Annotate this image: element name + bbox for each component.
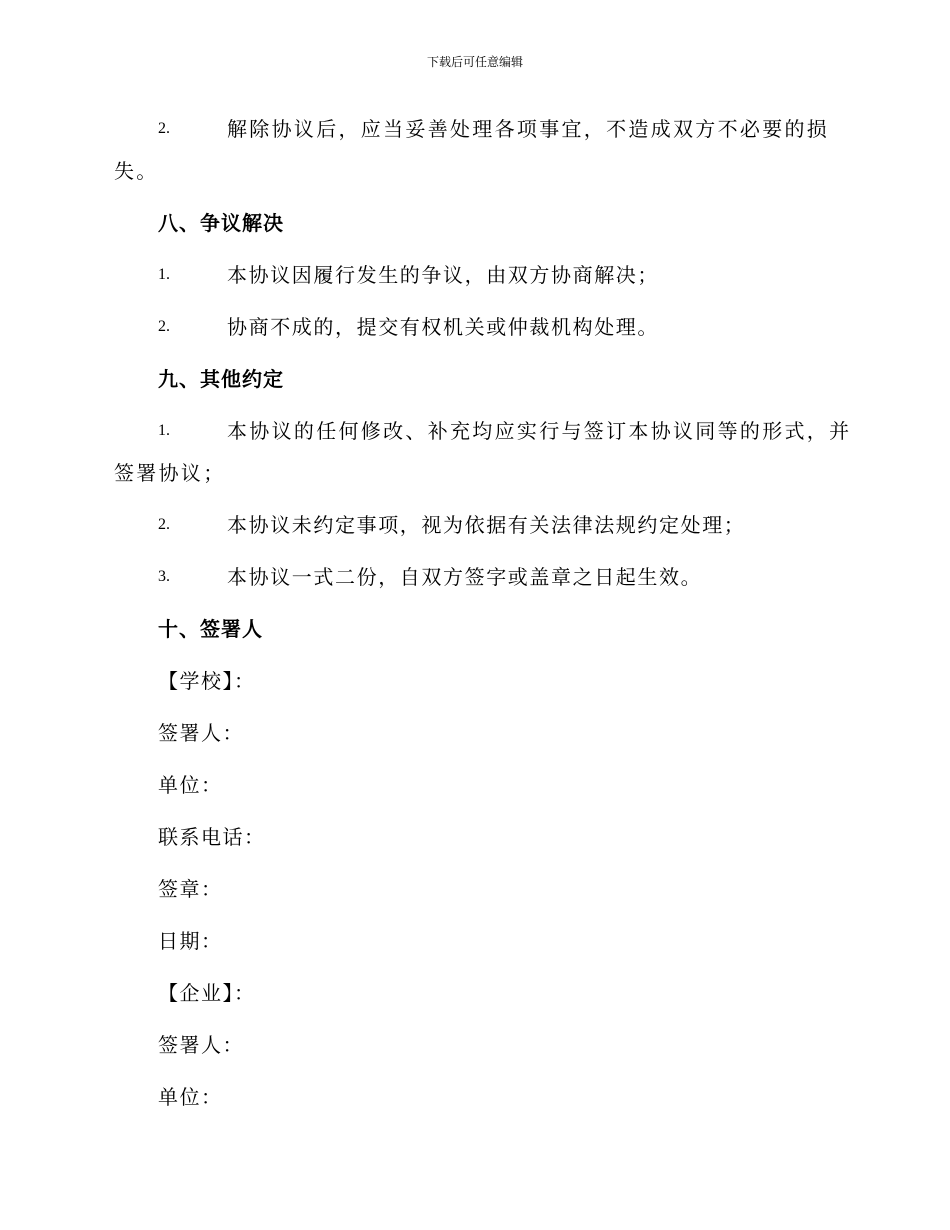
item-continuation: 失。 bbox=[114, 159, 159, 183]
party-title-school: 【学校】： bbox=[158, 669, 256, 693]
item-text: 本协议因履行发生的争议，由双方协商解决； bbox=[227, 263, 659, 287]
section-heading: 十、签署人 bbox=[158, 617, 263, 641]
item-number: 3. bbox=[158, 568, 170, 585]
date-label: 日期： bbox=[158, 929, 223, 953]
phone-label: 联系电话： bbox=[158, 825, 266, 849]
list-item bbox=[114, 254, 836, 296]
item-text: 协商不成的，提交有权机关或仲裁机构处理。 bbox=[227, 315, 659, 339]
party-title-company: 【企业】： bbox=[158, 981, 256, 1005]
item-number: 1. bbox=[158, 266, 170, 283]
section-heading: 八、争议解决 bbox=[158, 211, 284, 235]
list-item bbox=[114, 504, 836, 546]
seal-label: 签章： bbox=[158, 877, 223, 901]
list-item bbox=[114, 410, 852, 452]
list-item bbox=[114, 306, 836, 348]
item-number: 1. bbox=[158, 422, 170, 439]
unit-label: 单位： bbox=[158, 773, 223, 797]
item-number: 2. bbox=[158, 120, 170, 137]
document-body bbox=[114, 108, 852, 1118]
signer-label: 签署人： bbox=[158, 721, 244, 745]
unit-label: 单位： bbox=[158, 1085, 223, 1109]
page-header: 下载后可任意编辑 bbox=[426, 55, 523, 69]
item-text: 解除协议后，应当妥善处理各项事宜，不造成双方不必要的损 bbox=[227, 117, 830, 141]
item-text: 本协议的任何修改、补充均应实行与签订本协议同等的形式，并 bbox=[227, 419, 852, 443]
section-heading: 九、其他约定 bbox=[158, 367, 284, 391]
item-text: 本协议一式二份，自双方签字或盖章之日起生效。 bbox=[227, 565, 703, 589]
list-item bbox=[114, 556, 836, 598]
list-item bbox=[114, 108, 836, 150]
item-continuation: 签署协议； bbox=[114, 461, 226, 485]
signer-label: 签署人： bbox=[158, 1033, 244, 1057]
item-number: 2. bbox=[158, 516, 170, 533]
item-text: 本协议未约定事项，视为依据有关法律法规约定处理； bbox=[227, 513, 746, 537]
item-number: 2. bbox=[158, 318, 170, 335]
